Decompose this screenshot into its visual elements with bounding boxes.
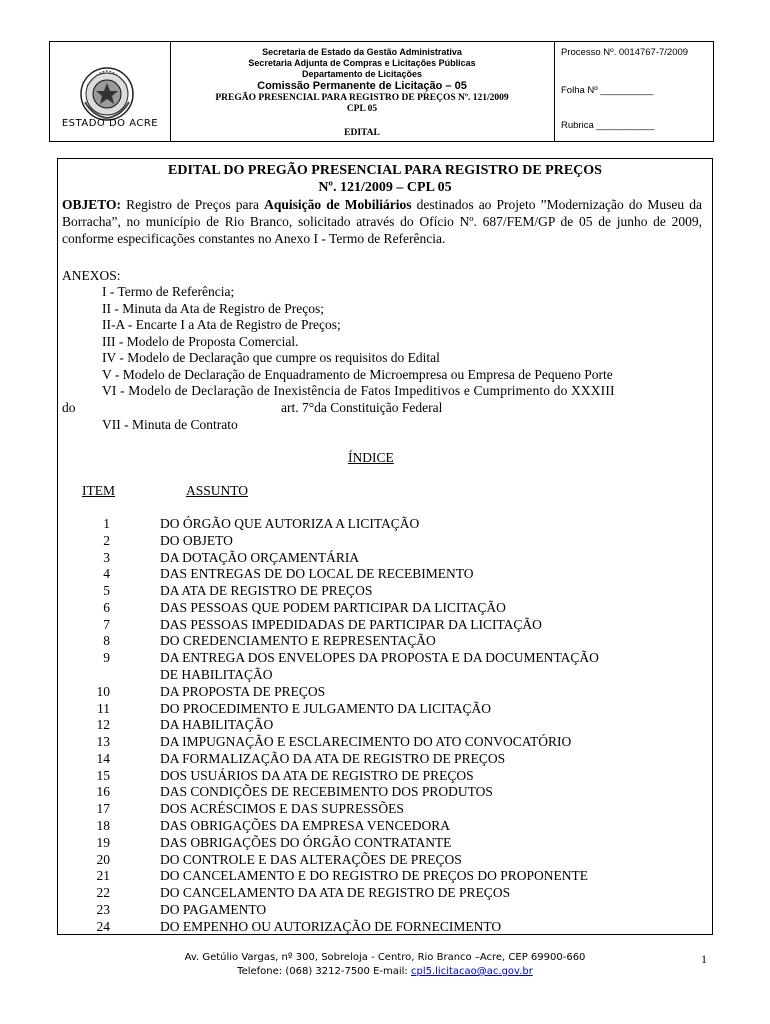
indice-row-number: 7 xyxy=(103,616,110,632)
indice-row xyxy=(58,633,712,650)
indice-row xyxy=(58,902,712,919)
indice-row-number: 6 xyxy=(103,599,110,615)
indice-row-subject: DOS ACRÉSCIMOS E DAS SUPRESSÕES xyxy=(160,801,404,817)
indice-row-number: 20 xyxy=(96,851,110,867)
indice-row-number: 13 xyxy=(96,734,110,750)
objeto-text-2: destinados ao Projeto ”Modernização do Museu da Borracha”, no município de Rio Branco, solicitado através do Ofício Nº. 687/FEM/GP de 05 de junho de 2009, conforme especificações constantes no Anexo I - Termo de Referência. xyxy=(62,197,702,246)
header-line-pregao: PREGÃO PRESENCIAL PARA REGISTRO DE PREÇOS Nº. 121/2009 xyxy=(215,93,509,103)
indice-row-subject: DO CONTROLE E DAS ALTERAÇÕES DE PREÇOS xyxy=(160,851,462,867)
indice-row-number: 12 xyxy=(96,717,110,733)
indice-row-number: 16 xyxy=(96,784,110,800)
indice-row-subject: DO CREDENCIAMENTO E REPRESENTAÇÃO xyxy=(160,633,436,649)
header-table xyxy=(49,41,714,142)
rubrica-field: Rubrica ___________ xyxy=(561,120,655,131)
indice-row-subject: DO CANCELAMENTO E DO REGISTRO DE PREÇOS DO PROPONENTE xyxy=(160,868,589,884)
indice-col-item: ITEM xyxy=(82,483,115,498)
indice-row-subject: DAS OBRIGAÇÕES DA EMPRESA VENCEDORA xyxy=(160,818,451,834)
header-line-comissao: Comissão Permanente de Licitação – 05 xyxy=(257,80,467,92)
indice-row-subject: DA ATA DE REGISTRO DE PREÇOS xyxy=(160,583,373,599)
indice-row-number: 18 xyxy=(96,818,110,834)
document-subtitle: Nº. 121/2009 – CPL 05 xyxy=(318,180,452,195)
indice-row xyxy=(58,650,712,667)
indice-row-subject: DOS USUÁRIOS DA ATA DE REGISTRO DE PREÇOS xyxy=(160,767,474,783)
anexo-item: VII - Minuta de Contrato xyxy=(102,417,238,432)
indice-col-assunto: ASSUNTO xyxy=(186,483,249,498)
indice-row xyxy=(58,852,712,869)
objeto-paragraph xyxy=(62,196,702,247)
indice-row-subject: DAS OBRIGAÇÕES DO ÓRGÃO CONTRATANTE xyxy=(160,834,452,850)
footer-address: Av. Getúlio Vargas, nº 300, Sobreloja - Centro, Rio Branco –Acre, CEP 69900-660 xyxy=(184,952,586,963)
indice-row xyxy=(58,868,712,885)
indice-row-subject: DA HABILITAÇÃO xyxy=(160,717,274,733)
anexo-item: III - Modelo de Proposta Comercial. xyxy=(102,334,299,349)
anexo-continuation-do: do xyxy=(62,400,76,415)
processo-number: Processo Nº. 0014767-7/2009 xyxy=(561,47,689,58)
indice-row xyxy=(58,667,712,684)
header-line-departamento: Departamento de Licitações xyxy=(301,69,423,79)
indice-row xyxy=(58,768,712,785)
indice-row-subject: DO PAGAMENTO xyxy=(160,901,267,917)
indice-row xyxy=(58,684,712,701)
indice-row-number: 21 xyxy=(96,868,110,884)
header-line-edital: EDITAL xyxy=(344,128,380,138)
anexo-item: I - Termo de Referência; xyxy=(102,284,235,299)
indice-row xyxy=(58,919,712,936)
indice-row xyxy=(58,835,712,852)
document-title: EDITAL DO PREGÃO PRESENCIAL PARA REGISTRO DE PREÇOS xyxy=(168,163,602,178)
indice-row xyxy=(58,550,712,567)
indice-row xyxy=(58,818,712,835)
header-title-cell xyxy=(170,42,555,141)
indice-row-number: 9 xyxy=(103,650,110,666)
indice-row xyxy=(58,516,712,533)
anexos-heading: ANEXOS: xyxy=(62,268,121,283)
indice-row xyxy=(58,600,712,617)
indice-row-number: 15 xyxy=(96,767,110,783)
objeto-bold-text: Aquisição de Mobiliários xyxy=(264,197,412,212)
edital-body-box xyxy=(57,158,713,935)
indice-row-number: 17 xyxy=(96,801,110,817)
indice-row xyxy=(58,701,712,718)
anexo-item: V - Modelo de Declaração de Enquadramento de Microempresa ou Empresa de Pequeno Porte xyxy=(102,367,613,382)
indice-row-subject: DO ÓRGÃO QUE AUTORIZA A LICITAÇÃO xyxy=(160,516,420,531)
indice-row-subject: DA IMPUGNAÇÃO E ESCLARECIMENTO DO ATO CONVOCATÓRIO xyxy=(160,734,572,750)
objeto-text-1: Registro de Preços para xyxy=(121,197,265,212)
indice-row xyxy=(58,751,712,768)
header-line-cpl: CPL 05 xyxy=(346,104,378,114)
header-line-secretaria-adjunta: Secretaria Adjunta de Compras e Licitações Públicas xyxy=(248,58,476,68)
footer-email-link[interactable]: cpl5.licitacao@ac.gov.br xyxy=(410,966,533,977)
indice-row-number: 2 xyxy=(103,532,110,548)
indice-row-number: 11 xyxy=(97,700,110,716)
indice-row-number: 19 xyxy=(96,834,110,850)
header-process-cell xyxy=(555,42,713,141)
indice-row xyxy=(58,717,712,734)
footer-contact xyxy=(0,966,770,977)
indice-row-number: 14 xyxy=(96,750,110,766)
indice-row-subject: DO PROCEDIMENTO E JULGAMENTO DA LICITAÇÃO xyxy=(160,700,492,716)
acre-seal-icon xyxy=(79,66,135,122)
indice-row-subject: DAS CONDIÇÕES DE RECEBIMENTO DOS PRODUTOS xyxy=(160,784,493,800)
indice-row-subject: DE HABILITAÇÃO xyxy=(160,667,273,683)
anexo-continuation-text: art. 7°da Constituição Federal xyxy=(281,400,443,415)
folha-field: Folha Nº __________ xyxy=(561,85,654,96)
indice-row xyxy=(58,583,712,600)
anexo-item: VI - Modelo de Declaração de Inexistência de Fatos Impeditivos e Cumprimento do XXXIII xyxy=(102,383,615,398)
indice-row-number: 5 xyxy=(103,583,110,599)
indice-row xyxy=(58,617,712,634)
indice-row xyxy=(58,801,712,818)
indice-row-subject: DA PROPOSTA DE PREÇOS xyxy=(160,683,326,699)
header-line-secretaria: Secretaria de Estado da Gestão Administrativa xyxy=(262,47,462,57)
state-label: ESTADO DO ACRE xyxy=(61,118,159,129)
indice-row-number: 3 xyxy=(103,549,110,565)
indice-row-subject: DO EMPENHO OU AUTORIZAÇÃO DE FORNECIMENTO xyxy=(160,918,502,934)
indice-row-number: 1 xyxy=(103,516,110,531)
indice-row-subject: DA ENTREGA DOS ENVELOPES DA PROPOSTA E DA DOCUMENTAÇÃO xyxy=(160,650,599,666)
indice-row-subject: DA FORMALIZAÇÃO DA ATA DE REGISTRO DE PREÇOS xyxy=(160,750,506,766)
indice-row-subject: DAS ENTREGAS DE DO LOCAL DE RECEBIMENTO xyxy=(160,566,474,582)
indice-row xyxy=(58,784,712,801)
indice-row-number: 8 xyxy=(103,633,110,649)
indice-heading: ÍNDICE xyxy=(348,450,394,465)
page-number: 1 xyxy=(701,952,707,966)
indice-row-subject: DO OBJETO xyxy=(160,532,233,548)
indice-row xyxy=(58,533,712,550)
objeto-label: OBJETO: xyxy=(62,197,122,212)
indice-row xyxy=(58,566,712,583)
indice-row xyxy=(58,885,712,902)
indice-row-number: 24 xyxy=(96,918,110,934)
indice-row-number: 22 xyxy=(96,885,110,901)
anexo-item: IV - Modelo de Declaração que cumpre os requisitos do Edital xyxy=(102,350,440,365)
indice-row-subject: DO CANCELAMENTO DA ATA DE REGISTRO DE PREÇOS xyxy=(160,885,511,901)
indice-row-number: 4 xyxy=(103,566,110,582)
indice-row-subject: DAS PESSOAS IMPEDIDADAS DE PARTICIPAR DA LICITAÇÃO xyxy=(160,616,542,632)
anexo-item: II-A - Encarte I a Ata de Registro de Preços; xyxy=(102,317,341,332)
anexo-item: II - Minuta da Ata de Registro de Preços; xyxy=(102,301,324,316)
header-logo-cell xyxy=(50,42,171,141)
indice-row-subject: DA DOTAÇÃO ORÇAMENTÁRIA xyxy=(160,549,360,565)
indice-row-subject: DAS PESSOAS QUE PODEM PARTICIPAR DA LICITAÇÃO xyxy=(160,599,506,615)
indice-row xyxy=(58,734,712,751)
footer-phone: Telefone: (068) 3212-7500 E-mail: xyxy=(237,966,411,977)
indice-row-number: 23 xyxy=(96,901,110,917)
indice-row-number: 10 xyxy=(96,683,110,699)
